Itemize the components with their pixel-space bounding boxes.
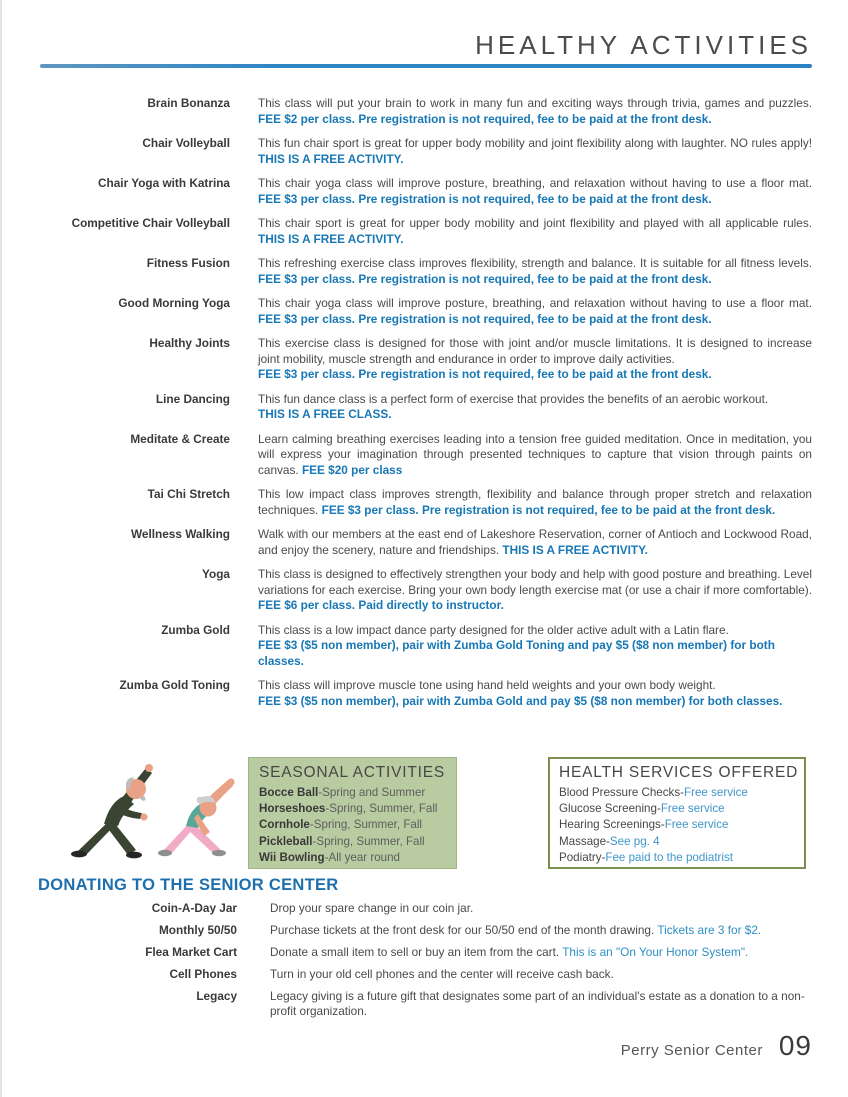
seasonal-item-season: All year round (328, 850, 401, 864)
seasonal-item (259, 801, 446, 817)
seasonal-item-season: Spring and Summer (322, 786, 426, 799)
activity-name: Meditate & Create (130, 431, 230, 446)
donating-item-text: Turn in your old cell phones and the center will receive cash back. (270, 967, 614, 981)
separator: - (312, 834, 317, 848)
seasonal-item-name: Horseshoes (259, 802, 326, 816)
donating-item-description (270, 989, 812, 1019)
donating-item-highlight: Tickets are 3 for $2. (657, 923, 762, 937)
separator: - (680, 786, 685, 799)
seasonal-item-name: Wii Bowling (259, 850, 325, 864)
health-service-value: Fee paid to the podiatrist (605, 850, 734, 864)
activity-fee: FEE $3 per class. Pre registration is not required, fee to be paid at the front desk. (258, 191, 712, 206)
activity-fee: FEE $3 per class. Pre registration is not required, fee to be paid at the front desk. (258, 367, 712, 381)
activity-fee: FEE $6 per class. Paid directly to instructor. (258, 598, 504, 612)
donating-item-description (270, 945, 812, 960)
activity-fee: THIS IS A FREE ACTIVITY. (502, 542, 648, 557)
activity-text: This exercise class is designed for those with joint and/or muscle limitations. It is designed to increase joint mobility, muscle strength and endurance in order to improve daily activities. (258, 336, 812, 366)
activity-name: Zumba Gold (161, 622, 230, 637)
activity-description (258, 487, 812, 518)
activity-name: Competitive Chair Volleyball (71, 216, 230, 230)
activity-text: This chair yoga class will improve posture, breathing, and relaxation without having to use a floor mat. (258, 296, 812, 310)
separator: - (606, 834, 610, 848)
donating-item-name: Legacy (196, 989, 237, 1003)
separator: - (324, 850, 329, 864)
health-items (559, 785, 795, 866)
activity-text: This chair yoga class will improve posture, breathing, and relaxation without having to use a floor mat. (258, 176, 812, 190)
activity-name: Wellness Walking (131, 527, 230, 541)
activity-fee: FEE $3 ($5 non member), pair with Zumba Gold Toning and pay $5 ($8 non member) for both classes. (258, 638, 775, 668)
activity-description (258, 527, 812, 558)
activity-row (40, 527, 812, 558)
health-service-name: Podiatry (559, 850, 602, 864)
donating-item-text: Drop your spare change in our coin jar. (270, 901, 474, 915)
seasonal-item-season: Spring, Summer, Fall (313, 818, 423, 832)
activity-text: This class will put your brain to work in many fun and exciting ways through trivia, games and puzzles. (258, 96, 812, 110)
activity-row (40, 176, 812, 207)
donating-list (40, 901, 812, 1026)
seasonal-item (259, 817, 446, 833)
health-services-box (548, 757, 806, 869)
donating-item-highlight: This is an "On Your Honor System". (562, 945, 749, 959)
activity-description (258, 216, 812, 247)
activity-name: Chair Yoga with Katrina (98, 176, 230, 190)
activity-row (40, 256, 812, 287)
seasonal-item-name: Pickleball (259, 834, 313, 848)
health-service-name: Hearing Screenings (559, 818, 661, 832)
separator: - (318, 786, 323, 799)
donating-section-title: DONATING TO THE SENIOR CENTER (38, 876, 339, 894)
scan-edge (0, 0, 2, 1097)
header-rule (40, 64, 812, 68)
activity-row (40, 623, 812, 670)
activity-description (258, 256, 812, 287)
seasonal-activities-box (248, 757, 457, 869)
activity-text: This low impact class improves strength, flexibility and balance through proper stretch and relaxation techniques. (258, 487, 812, 517)
activity-description (258, 678, 812, 709)
activity-fee: FEE $3 ($5 non member), pair with Zumba Gold and pay $5 ($8 non member) for both classes. (258, 693, 783, 708)
activity-description (258, 432, 812, 479)
donating-item-name: Coin-A-Day Jar (151, 901, 237, 915)
donating-item-name: Cell Phones (169, 967, 237, 981)
donating-row (40, 901, 812, 916)
activity-text: This class will improve muscle tone using hand held weights and your own body weight. (258, 678, 716, 692)
activity-row (40, 432, 812, 479)
activity-name: Good Morning Yoga (118, 296, 230, 310)
activity-description (258, 296, 812, 327)
health-box-title: HEALTH SERVICES OFFERED (559, 764, 799, 781)
donating-item-text: Purchase tickets at the front desk for our 50/50 end of the month drawing. (270, 923, 655, 937)
activity-row (40, 567, 812, 614)
activity-name: Tai Chi Stretch (147, 487, 230, 501)
activity-row (40, 136, 812, 167)
senior-man-figure (71, 764, 153, 858)
activity-description (258, 623, 812, 670)
activity-fee: FEE $2 per class. Pre registration is not required, fee to be paid at the front desk. (258, 111, 712, 126)
activity-row (40, 336, 812, 383)
donating-item-description (270, 967, 812, 982)
footer-page-number: 09 (778, 1030, 812, 1061)
seasonal-item-name: Bocce Ball (259, 786, 319, 799)
activity-name: Brain Bonanza (147, 96, 230, 110)
seasonal-items (259, 785, 446, 866)
seasonal-box-title: SEASONAL ACTIVITIES (259, 764, 446, 781)
separator: - (601, 850, 606, 864)
activity-text: This class is a low impact dance party designed for the older active adult with a Latin flare. (258, 622, 729, 637)
health-service-value: Free service (660, 802, 725, 816)
page-title: HEALTHY ACTIVITIES (475, 30, 812, 60)
activity-text: This class is designed to effectively strengthen your body and help with good posture and breathing. Level variations for each exercise. Bring your own body length exercise mat (or use a chair if more comfortable). (258, 567, 812, 597)
activity-row (40, 487, 812, 518)
separator: - (660, 818, 665, 832)
health-service-value: Free service (664, 818, 729, 832)
activity-fee: FEE $3 per class. Pre registration is not required, fee to be paid at the front desk. (258, 271, 712, 286)
activity-description (258, 136, 812, 167)
activity-description (258, 392, 812, 423)
health-service-name: Blood Pressure Checks (559, 786, 681, 799)
activity-text: This chair sport is great for upper body mobility and joint flexibility and played with all applicable rules. (258, 216, 812, 230)
activity-fee: FEE $3 per class. Pre registration is not required, fee to be paid at the front desk. (321, 502, 776, 517)
health-service-value: See pg. 4 (609, 834, 660, 848)
donating-item-description (270, 923, 812, 938)
activity-fee: THIS IS A FREE ACTIVITY. (258, 231, 404, 246)
page-footer (621, 1030, 812, 1062)
senior-woman-figure (158, 778, 235, 856)
activity-description (258, 96, 812, 127)
activity-fee: THIS IS A FREE CLASS. (258, 407, 392, 421)
footer-center-name: Perry Senior Center (620, 1042, 763, 1059)
activity-row (40, 678, 812, 709)
activity-fee: FEE $3 per class. Pre registration is not required, fee to be paid at the front desk. (258, 311, 712, 326)
activity-description (258, 336, 812, 383)
health-service-name: Massage (559, 834, 607, 848)
seasonal-item (259, 850, 446, 866)
exercising-seniors-illustration (52, 756, 248, 866)
donating-item-name: Flea Market Cart (145, 945, 237, 959)
activity-description (258, 567, 812, 614)
activity-name: Line Dancing (155, 391, 230, 406)
seasonal-item-name: Cornhole (259, 818, 310, 832)
activity-fee: THIS IS A FREE ACTIVITY. (258, 151, 404, 166)
donating-item-text: Legacy giving is a future gift that designates some part of an individual's estate as a donation to a non-profit organization. (270, 989, 805, 1018)
seasonal-item (259, 834, 446, 850)
activity-name: Healthy Joints (149, 336, 230, 350)
seasonal-item (259, 785, 446, 801)
activity-row (40, 392, 812, 423)
activity-row (40, 296, 812, 327)
activity-row (40, 96, 812, 127)
health-service-item (559, 850, 795, 866)
activity-text: Walk with our members at the east end of Lakeshore Reservation, corner of Antioch and Lockwood Road, and enjoy the scenery, nature and friendships. (258, 527, 812, 557)
activity-text: Learn calming breathing exercises leading into a tension free guided meditation. Once in meditation, you will express your imagination through presented techniques to capture that vision through paints on canvas. (258, 431, 812, 477)
activity-fee: FEE $20 per class (301, 462, 403, 477)
donating-item-description (270, 901, 812, 916)
health-service-name: Glucose Screening (559, 802, 657, 816)
health-service-item (559, 834, 795, 850)
activity-text: This fun chair sport is great for upper body mobility and joint flexibility along with laughter. NO rules apply! (258, 136, 812, 150)
activity-name: Yoga (202, 567, 230, 581)
donating-item-text: Donate a small item to sell or buy an item from the cart. (270, 945, 560, 959)
donating-row (40, 945, 812, 960)
activity-description (258, 176, 812, 207)
separator: - (325, 802, 330, 816)
donating-item-name: Monthly 50/50 (158, 923, 237, 937)
donating-row (40, 967, 812, 982)
health-service-item (559, 785, 795, 801)
separator: - (656, 802, 661, 816)
seasonal-item-season: Spring, Summer, Fall (329, 802, 438, 816)
activity-name: Fitness Fusion (146, 256, 230, 270)
activity-name: Zumba Gold Toning (119, 678, 230, 692)
health-service-value: Free service (684, 786, 748, 799)
health-service-item (559, 817, 795, 833)
activity-text: This fun dance class is a perfect form of exercise that provides the benefits of an aerobic workout. (258, 391, 769, 406)
donating-row (40, 989, 812, 1019)
activity-row (40, 216, 812, 247)
health-service-item (559, 801, 795, 817)
donating-row (40, 923, 812, 938)
activities-list (40, 96, 812, 718)
seasonal-item-season: Spring, Summer, Fall (316, 834, 425, 848)
separator: - (309, 818, 314, 832)
activity-name: Chair Volleyball (142, 136, 230, 150)
activity-text: This refreshing exercise class improves flexibility, strength and balance. It is suitable for all fitness levels. (258, 256, 812, 270)
